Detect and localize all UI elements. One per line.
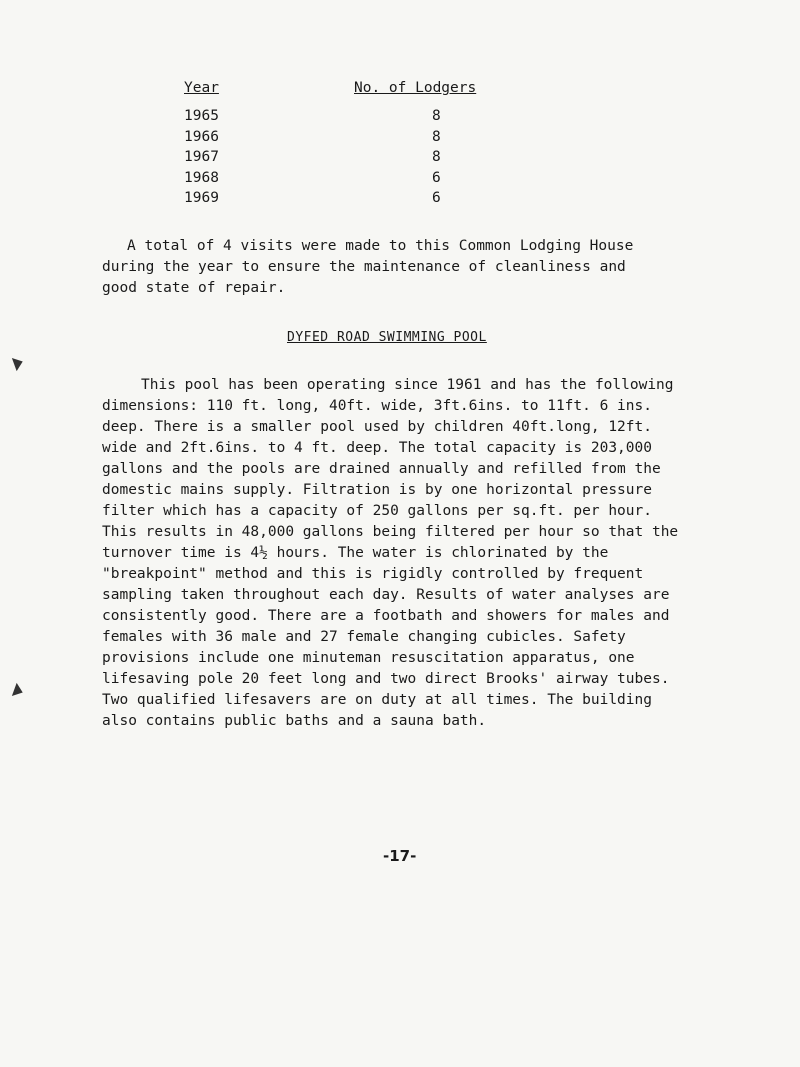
paragraph-line: This results in 48,000 gallons being filtered per hour so that the <box>102 524 679 540</box>
inspection-paragraph: A total of 4 visits were made to this Common Lodging House during the year to ensure the maintenance of cleanliness and good state of repair. <box>102 238 634 296</box>
paragraph-line: filter which has a capacity of 250 gallons per sq.ft. per hour. <box>102 503 652 519</box>
paragraph-line: This pool has been operating since 1961 and has the following <box>141 377 674 393</box>
paragraph-line: gallons and the pools are drained annually and refilled from the <box>102 461 661 477</box>
binding-mark-icon <box>12 355 25 371</box>
page-number: -17- <box>383 847 417 865</box>
lodgers-cell: 8 <box>432 149 441 165</box>
paragraph-line: turnover time is 4½ hours. The water is chlorinated by the <box>102 545 609 561</box>
lodgers-column-header: No. of Lodgers <box>354 80 477 96</box>
pool-paragraph <box>102 375 680 732</box>
year-cell: 1968 <box>184 169 219 186</box>
lodgers-cell: 8 <box>432 128 441 145</box>
binding-mark-icon <box>12 683 25 699</box>
paragraph-line: domestic mains supply. Filtration is by one horizontal pressure <box>102 482 652 498</box>
lodgers-cell: 6 <box>432 190 441 206</box>
paragraph-line: wide and 2ft.6ins. to 4 ft. deep. The total capacity is 203,000 <box>102 440 652 456</box>
section-heading: DYFED ROAD SWIMMING POOL <box>287 330 487 345</box>
lodgers-cell: 8 <box>432 108 441 124</box>
year-column-header: Year <box>184 80 219 96</box>
paragraph-line: "breakpoint" method and this is rigidly controlled by frequent <box>102 566 644 582</box>
year-cell: 1967 <box>184 149 219 165</box>
paragraph-line: also contains public baths and a sauna bath. <box>102 713 487 729</box>
paragraph-line: consistently good. There are a footbath and showers for males and <box>102 608 670 624</box>
paragraph-line: lifesaving pole 20 feet long and two direct Brooks' airway tubes. <box>102 671 670 687</box>
paragraph-line: females with 36 male and 27 female changing cubicles. Safety <box>102 629 626 645</box>
year-cell: 1966 <box>184 128 219 145</box>
paragraph-line: sampling taken throughout each day. Results of water analyses are <box>102 587 670 603</box>
year-cell: 1969 <box>184 190 219 206</box>
paragraph-line: deep. There is a smaller pool used by children 40ft.long, 12ft. <box>102 419 652 435</box>
paragraph-line: Two qualified lifesavers are on duty at all times. The building <box>102 692 652 708</box>
paragraph-line: dimensions: 110 ft. long, 40ft. wide, 3ft.6ins. to 11ft. 6 ins. <box>102 398 652 414</box>
year-cell: 1965 <box>184 108 219 124</box>
lodgers-cell: 6 <box>432 169 441 186</box>
paragraph-line: provisions include one minuteman resuscitation apparatus, one <box>102 650 635 666</box>
